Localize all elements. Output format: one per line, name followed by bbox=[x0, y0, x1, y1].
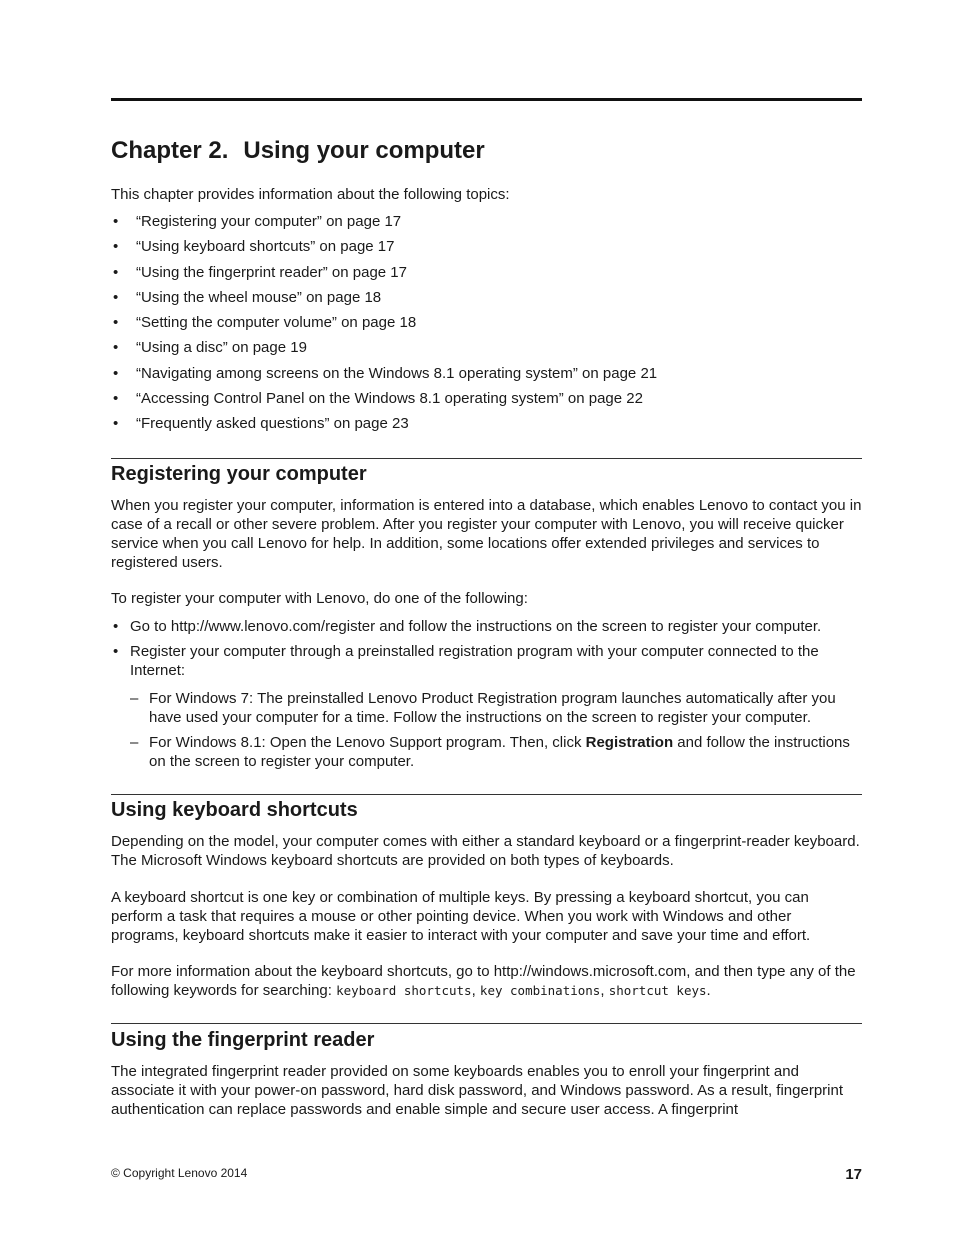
registering-dash-windows81-pre: For Windows 8.1: Open the Lenovo Support program. Then, click bbox=[149, 734, 586, 751]
section-heading-keyboard: Using keyboard shortcuts bbox=[111, 799, 358, 821]
topic-item[interactable]: • “Using the wheel mouse” on page 18 bbox=[111, 288, 862, 313]
chapter-title bbox=[111, 136, 485, 166]
registering-bullet-program: • Register your computer through a preinstalled registration program with your computer connected to the Internet: bbox=[113, 643, 819, 679]
topic-item[interactable]: • “Frequently asked questions” on page 23 bbox=[111, 414, 862, 439]
topic-item[interactable]: • “Accessing Control Panel on the Windows 8.1 operating system” on page 22 bbox=[111, 389, 862, 414]
registering-bullet-web-text: Go to http://www.lenovo.com/register and follow the instructions on the screen to register your computer. bbox=[130, 618, 822, 635]
registering-dash-windows7-text: For Windows 7: The preinstalled Lenovo Product Registration program launches automatically after you have used your computer for a time. Follow the instructions on the screen to register your computer. bbox=[149, 690, 836, 726]
chapter-number: Chapter 2. bbox=[111, 137, 229, 164]
keyword-separator: , bbox=[471, 982, 480, 999]
topic-item[interactable]: • “Using keyboard shortcuts” on page 17 bbox=[111, 237, 862, 262]
keyword-separator: , bbox=[600, 982, 609, 999]
registering-dash-windows81-post: and follow the instructions on the screen to register your computer. bbox=[149, 734, 850, 770]
sentence-end: . bbox=[706, 982, 711, 999]
keyboard-paragraph-2: A keyboard shortcut is one key or combination of multiple keys. By pressing a keyboard shortcut, you can perform a task that requires a mouse or other pointing device. When you work with Windows and other programs, keyboard shortcuts make it easier to interact with your computer and save your time and effort. bbox=[111, 889, 811, 944]
keyword-shortcut-keys: shortcut keys bbox=[608, 983, 707, 998]
registering-dash-windows7: – For Windows 7: The preinstalled Lenovo Product Registration program launches automatically after you have used your computer for a time. Follow the instructions on the screen to register your computer. bbox=[130, 690, 836, 726]
topic-item[interactable]: • “Registering your computer” on page 17 bbox=[111, 212, 862, 237]
registering-dash-windows81: – For Windows 8.1: Open the Lenovo Support program. Then, click Registration and follow the instructions on the screen to register your computer. bbox=[130, 734, 850, 770]
topic-item[interactable]: • “Setting the computer volume” on page 18 bbox=[111, 313, 862, 338]
keyword-key-combinations: key combinations bbox=[479, 983, 601, 998]
fingerprint-paragraph-1: The integrated fingerprint reader provided on some keyboards enables you to enroll your fingerprint and associate it with your power-on password, hard disk password, and Windows password. As a result, fingerprint authentication can replace passwords and enable simple and secure user access. A fingerprint bbox=[111, 1063, 844, 1118]
topic-item[interactable]: • “Using a disc” on page 19 bbox=[111, 338, 862, 363]
section-rule bbox=[111, 458, 862, 459]
topic-item[interactable]: • “Using the fingerprint reader” on page 17 bbox=[111, 263, 862, 288]
intro-paragraph: This chapter provides information about the following topics: bbox=[111, 186, 510, 203]
section-heading-fingerprint: Using the fingerprint reader bbox=[111, 1029, 375, 1051]
section-heading-registering: Registering your computer bbox=[111, 463, 367, 485]
chapter-top-rule bbox=[111, 98, 862, 101]
footer-copyright: © Copyright Lenovo 2014 bbox=[111, 1166, 248, 1180]
topic-list bbox=[111, 212, 862, 440]
keyboard-paragraph-3 bbox=[111, 962, 862, 1000]
footer-page-number: 17 bbox=[845, 1166, 862, 1183]
section-rule bbox=[111, 794, 862, 795]
keyboard-paragraph-3-text: For more information about the keyboard shortcuts, go to http://windows.microsoft.com, and then type any of the following keywords for searching: bbox=[111, 963, 856, 999]
registration-menu-label: Registration bbox=[585, 734, 674, 751]
keyword-keyboard-shortcuts: keyboard shortcuts bbox=[336, 983, 472, 998]
section-rule bbox=[111, 1023, 862, 1024]
registering-paragraph-1: When you register your computer, information is entered into a database, which enables Lenovo to contact you in case of a recall or other severe problem. After you register your computer with Lenovo, you will receive quicker service when you call Lenovo for help. In addition, some locations offer extended privileges and services to registered users. bbox=[111, 497, 862, 571]
registering-bullet-web: • Go to http://www.lenovo.com/register and follow the instructions on the screen to register your computer. bbox=[113, 618, 822, 635]
registering-bullet-program-text: Register your computer through a preinstalled registration program with your computer connected to the Internet: bbox=[130, 643, 819, 679]
topic-item[interactable]: • “Navigating among screens on the Windows 8.1 operating system” on page 21 bbox=[111, 364, 862, 389]
registering-paragraph-2: To register your computer with Lenovo, do one of the following: bbox=[111, 590, 528, 607]
chapter-name: Using your computer bbox=[243, 137, 485, 164]
keyboard-paragraph-1: Depending on the model, your computer comes with either a standard keyboard or a fingerprint-reader keyboard. The Microsoft Windows keyboard shortcuts are provided on both types of keyboards. bbox=[111, 833, 860, 869]
